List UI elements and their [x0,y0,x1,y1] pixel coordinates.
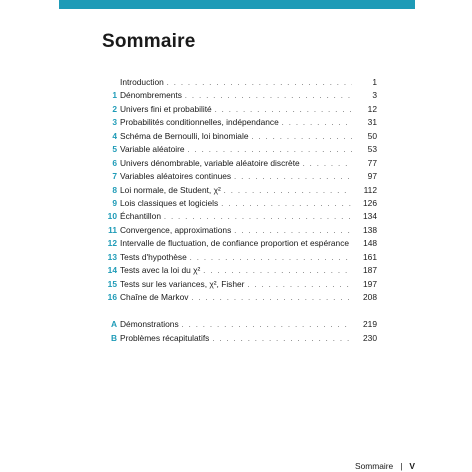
toc-leader-dots [188,144,352,157]
toc-entry-page: 187 [363,265,377,276]
toc-leader-dots [282,117,352,130]
toc-entry-title: Tests d'hypothèse [120,251,187,262]
toc-entry-page: 148 [363,238,378,249]
toc-appendices [102,318,377,345]
toc-entry-page: 134 [363,211,377,222]
toc-entry-number: 14 [107,265,117,276]
toc-entry-title: Tests sur les variances, χ², Fisher [120,278,245,289]
toc-leader-dots [182,319,352,332]
toc-entry-title: Probabilités conditionnelles, indépendance [120,117,279,128]
table-of-contents [102,76,377,345]
toc-entry-title: Univers fini et probabilité [120,103,212,114]
toc-entry[interactable] [102,318,377,331]
toc-entry-page: 230 [363,332,377,343]
toc-entry[interactable] [102,76,377,89]
toc-sections [102,76,377,304]
toc-entry-number: 12 [107,238,117,249]
toc-leader-dots [247,279,352,292]
toc-entry-number: 11 [108,224,117,235]
toc-leader-dots [164,211,352,224]
toc-leader-dots [221,198,352,211]
footer-label: Sommaire [355,461,394,471]
toc-leader-dots [224,185,352,198]
toc-entry-title: Convergence, approximations [120,224,232,235]
toc-entry-page: 126 [363,197,377,208]
toc-entry[interactable] [102,251,377,264]
toc-entry-title: Lois classiques et logiciels [120,197,219,208]
toc-entry[interactable] [102,224,377,237]
toc-entry[interactable] [102,157,377,170]
toc-entry[interactable] [102,170,377,183]
footer-page-number: V [409,461,415,471]
toc-entry[interactable] [102,210,377,223]
toc-entry-number: 7 [112,171,117,182]
toc-leader-dots [234,225,352,238]
toc-entry-page: 219 [363,319,377,330]
toc-entry-title: Dénombrements [120,90,182,101]
toc-leader-dots [252,131,353,144]
toc-entry-title: Univers dénombrable, variable aléatoire discrète [120,157,300,168]
toc-entry[interactable] [102,197,377,210]
toc-entry-title: Variables aléatoires continues [120,171,232,182]
toc-entry-number: 4 [112,130,117,141]
toc-entry[interactable] [102,130,377,143]
toc-leader-dots [185,90,352,103]
toc-entry[interactable] [102,264,377,277]
toc-entry[interactable] [102,291,377,304]
toc-entry[interactable] [102,184,377,197]
toc-entry-page: 77 [367,157,377,168]
toc-entry-title: Schéma de Bernoulli, loi binomiale [120,130,249,141]
toc-entry-page: 97 [367,171,377,182]
page-title: Sommaire [102,31,196,52]
toc-entry-title: Chaîne de Markov [120,292,189,302]
toc-entry-number: 16 [107,292,117,302]
toc-entry-title: Loi normale, de Student, χ² [120,184,221,195]
toc-entry-title: Tests avec la loi du χ² [120,265,201,276]
toc-leader-dots [215,104,352,117]
toc-leader-dots [203,265,352,278]
toc-entry-page: 3 [372,90,377,101]
toc-entry-number: 15 [107,278,117,289]
toc-entry-page: 53 [367,144,377,155]
toc-entry-title: Introduction [120,77,164,87]
toc-entry-page: 112 [363,184,377,195]
toc-entry[interactable] [102,278,377,291]
toc-entry[interactable] [102,103,377,116]
toc-leader-dots [191,292,352,305]
toc-entry-number: B [110,332,117,343]
toc-entry-number: 5 [112,144,117,155]
toc-entry-page: 12 [367,103,377,114]
toc-entry[interactable] [102,332,377,345]
toc-entry-page: 31 [367,117,377,128]
toc-entry-number: 8 [112,184,117,195]
toc-leader-dots [212,333,352,346]
toc-entry-number: A [110,319,117,330]
toc-entry-page: 50 [367,130,377,141]
toc-entry-page: 197 [363,278,377,289]
toc-entry-title: Démonstrations [120,319,179,330]
toc-entry-title: Problèmes récapitulatifs [120,332,210,343]
toc-leader-dots [234,171,352,184]
page-footer [355,461,415,471]
toc-entry-page: 1 [372,77,377,87]
toc-entry-number: 13 [107,251,117,262]
toc-entry[interactable] [102,116,377,129]
toc-entry-page: 161 [363,251,377,262]
footer-separator: | [400,461,403,471]
toc-entry-number: 6 [112,157,117,168]
toc-entry-number: 10 [107,211,117,222]
toc-leader-dots [303,158,352,171]
toc-entry-page: 208 [363,292,377,302]
toc-entry-title: Intervalle de fluctuation, de confiance proportion et espérance [120,238,350,249]
top-accent-bar [59,0,415,9]
toc-entry-number: 9 [112,197,117,208]
toc-entry[interactable] [102,89,377,102]
toc-entry[interactable] [102,143,377,156]
toc-entry-title: Variable aléatoire [120,144,185,155]
toc-entry-number: 2 [112,103,117,114]
toc-entry-number: 1 [112,90,117,101]
toc-leader-dots [190,252,352,265]
toc-entry[interactable] [102,237,377,250]
toc-entry-number: 3 [112,117,117,128]
toc-entry-title: Échantillon [120,211,161,222]
toc-leader-dots [167,77,352,90]
toc-entry-page: 138 [363,224,377,235]
toc-gap [102,304,377,318]
